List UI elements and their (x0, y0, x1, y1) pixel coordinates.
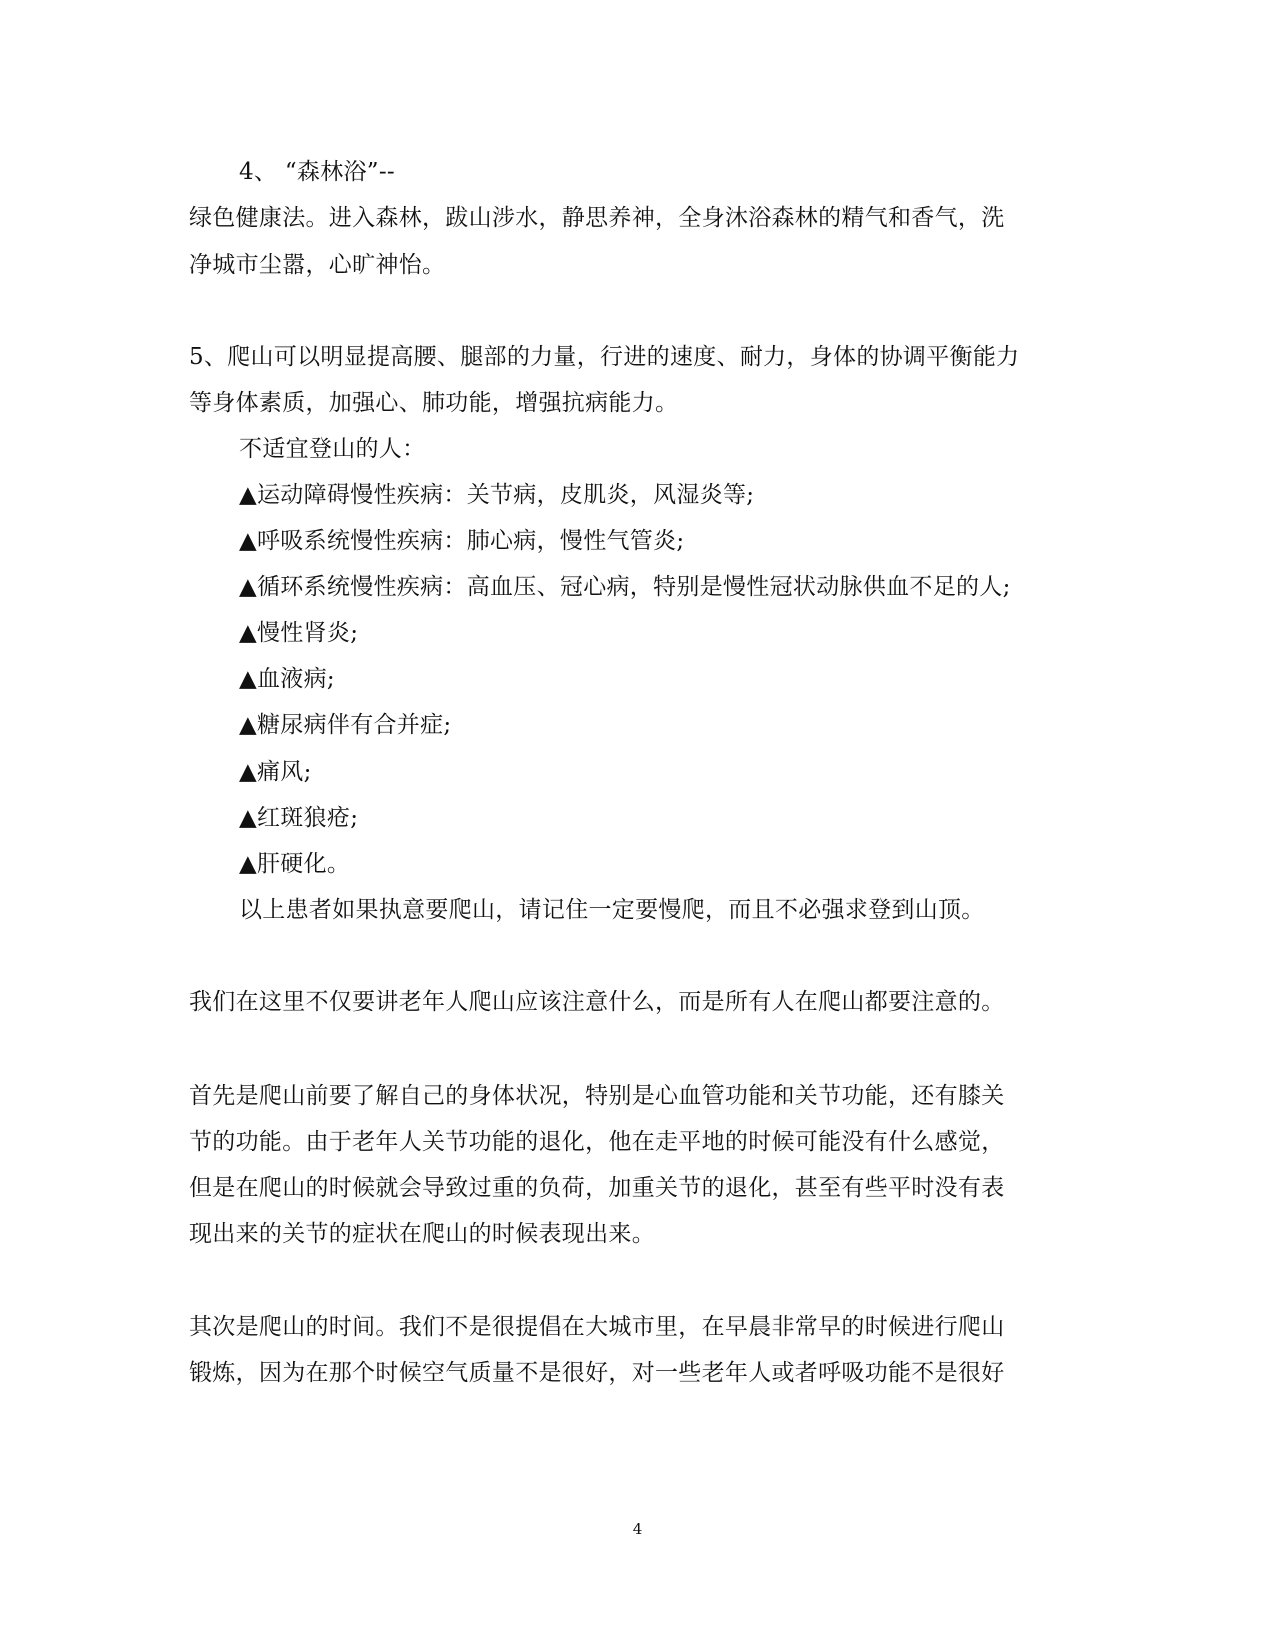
unsuitable-item: ▲红斑狼疮; (239, 805, 359, 831)
item4-line-1: 绿色健康法。进入森林，跋山涉水，静思养神，全身沐浴森林的精气和香气，洗 (189, 205, 1005, 231)
unsuitable-item: ▲循环系统慢性疾病：高血压、冠心病，特别是慢性冠状动脉供血不足的人; (239, 574, 1011, 600)
unsuitable-item: ▲糖尿病伴有合并症; (239, 712, 452, 738)
item4-line-2: 净城市尘嚣，心旷神怡。 (189, 252, 446, 278)
second-paragraph-line-2: 锻炼，因为在那个时候空气质量不是很好，对一些老年人或者呼吸功能不是很好 (189, 1360, 1005, 1386)
unsuitable-item: ▲运动障碍慢性疾病：关节病，皮肌炎，风湿炎等; (239, 482, 755, 508)
first-paragraph-line-1: 首先是爬山前要了解自己的身体状况，特别是心血管功能和关节功能，还有膝关 (189, 1083, 1005, 1109)
unsuitable-item: ▲血液病; (239, 666, 335, 692)
unsuitable-item: ▲肝硬化。 (239, 851, 351, 877)
item5-line-1: 5、爬山可以明显提高腰、腿部的力量，行进的速度、耐力，身体的协调平衡能力 (189, 344, 1020, 370)
item4-heading: 4、 “森林浴”-- (239, 159, 396, 185)
unsuitable-item: ▲慢性肾炎; (239, 620, 359, 646)
second-paragraph-line-1: 其次是爬山的时间。我们不是很提倡在大城市里，在早晨非常早的时候进行爬山 (189, 1314, 1005, 1340)
first-paragraph-line-4: 现出来的关节的症状在爬山的时候表现出来。 (189, 1221, 655, 1247)
intro-paragraph: 我们在这里不仅要讲老年人爬山应该注意什么，而是所有人在爬山都要注意的。 (189, 989, 1005, 1015)
page-number: 4 (632, 1520, 643, 1538)
unsuitable-title: 不适宜登山的人： (239, 436, 426, 462)
unsuitable-item: ▲痛风; (239, 759, 312, 785)
unsuitable-advice: 以上患者如果执意要爬山，请记住一定要慢爬，而且不必强求登到山顶。 (239, 897, 985, 923)
first-paragraph-line-3: 但是在爬山的时候就会导致过重的负荷，加重关节的退化，甚至有些平时没有表 (189, 1175, 1005, 1201)
first-paragraph-line-2: 节的功能。由于老年人关节功能的退化，他在走平地的时候可能没有什么感觉， (189, 1129, 1005, 1155)
item5-line-2: 等身体素质，加强心、肺功能，增强抗病能力。 (189, 390, 679, 416)
unsuitable-item: ▲呼吸系统慢性疾病：肺心病，慢性气管炎; (239, 528, 685, 554)
